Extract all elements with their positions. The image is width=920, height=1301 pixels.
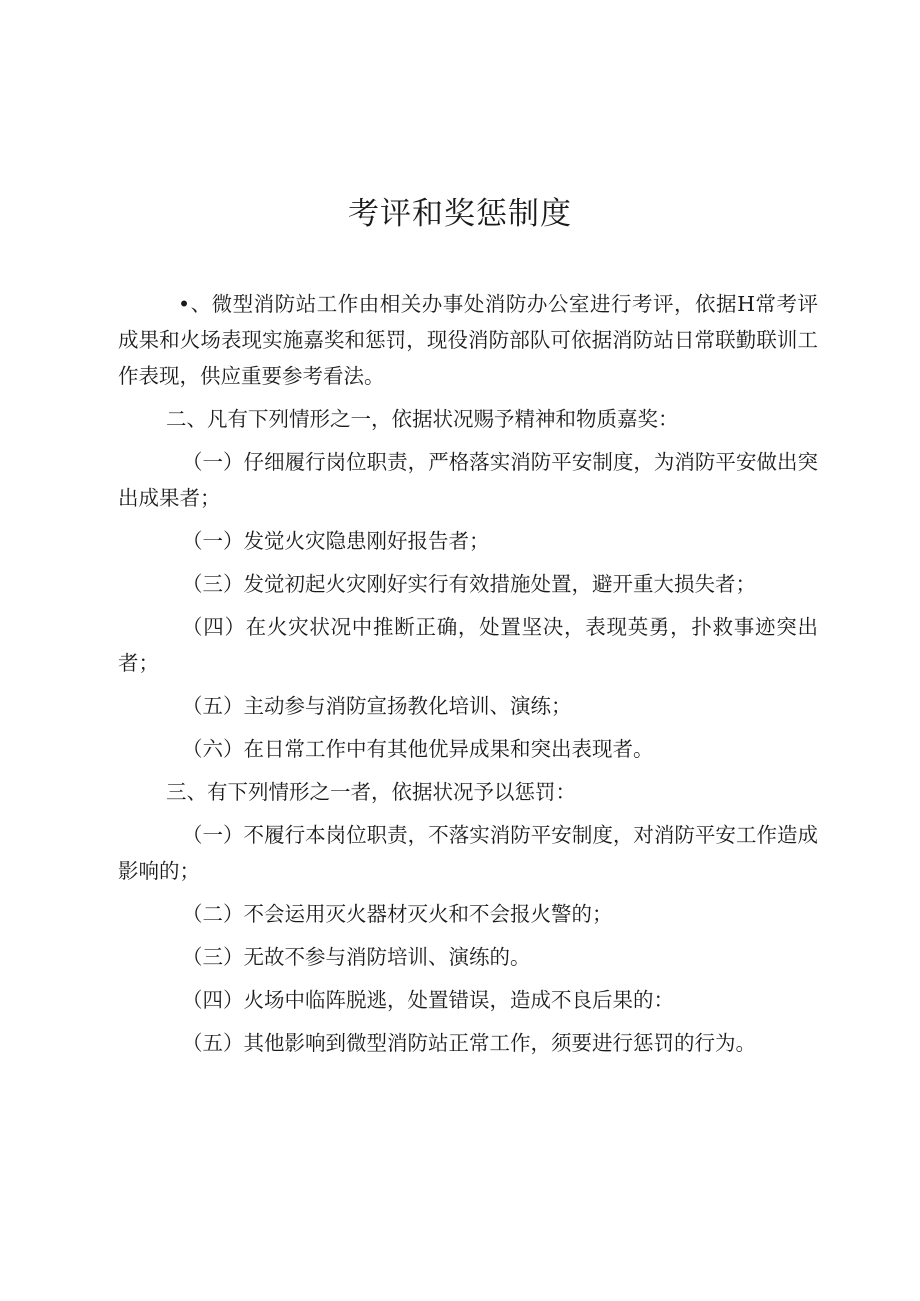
- paragraph-penalty-item-4: （四）火场中临阵脱逃，处置错误，造成不良后果的：: [182, 988, 674, 1012]
- document-body: [118, 286, 818, 1061]
- paragraph-reward-item-4: （四）在火灾状况中推断正确，处置坚决，表现英勇，扑救事迹突出者；: [118, 615, 818, 675]
- document-title: 考评和奖惩制度: [348, 196, 572, 232]
- paragraph-reward-item-6: （六）在日常工作中有其他优异成果和突出表现者。: [182, 737, 654, 761]
- paragraph-3-penalties-heading: 三、有下列情形之一者，依据状况予以惩罚：: [166, 780, 576, 804]
- paragraph-penalty-item-2: （二）不会运用灭火器材灭火和不会报火警的；: [182, 902, 613, 926]
- paragraph-1-intro: •、微型消防站工作由相关办事处消防办公室进行考评，依据H常考评成果和火场表现实施嘉奖和惩罚，现役消防部队可依据消防站日常联勤联训工作表现，供应重要参考看法。: [118, 292, 818, 388]
- paragraph-penalty-item-5: （五）其他影响到微型消防站正常工作，须要进行惩罚的行为。: [182, 1031, 756, 1055]
- paragraph-2-rewards-heading: 二、凡有下列情形之一，依据状况赐予精神和物质嘉奖：: [166, 407, 679, 431]
- paragraph-penalty-item-1: （一）不履行本岗位职责，不落实消防平安制度，对消防平安工作造成影响的；: [118, 823, 818, 883]
- paragraph-reward-item-3: （三）发觉初起火灾刚好实行有效措施处置，避开重大损失者；: [182, 572, 756, 596]
- paragraph-reward-item-2: （一）发觉火灾隐患刚好报告者；: [182, 529, 490, 553]
- paragraph-reward-item-1: （一）仔细履行岗位职责，严格落实消防平安制度，为消防平安做出突出成果者；: [118, 450, 818, 510]
- paragraph-penalty-item-3: （三）无故不参与消防培训、演练的。: [182, 945, 531, 969]
- paragraph-reward-item-5: （五）主动参与消防宣扬教化培训、演练；: [182, 694, 572, 718]
